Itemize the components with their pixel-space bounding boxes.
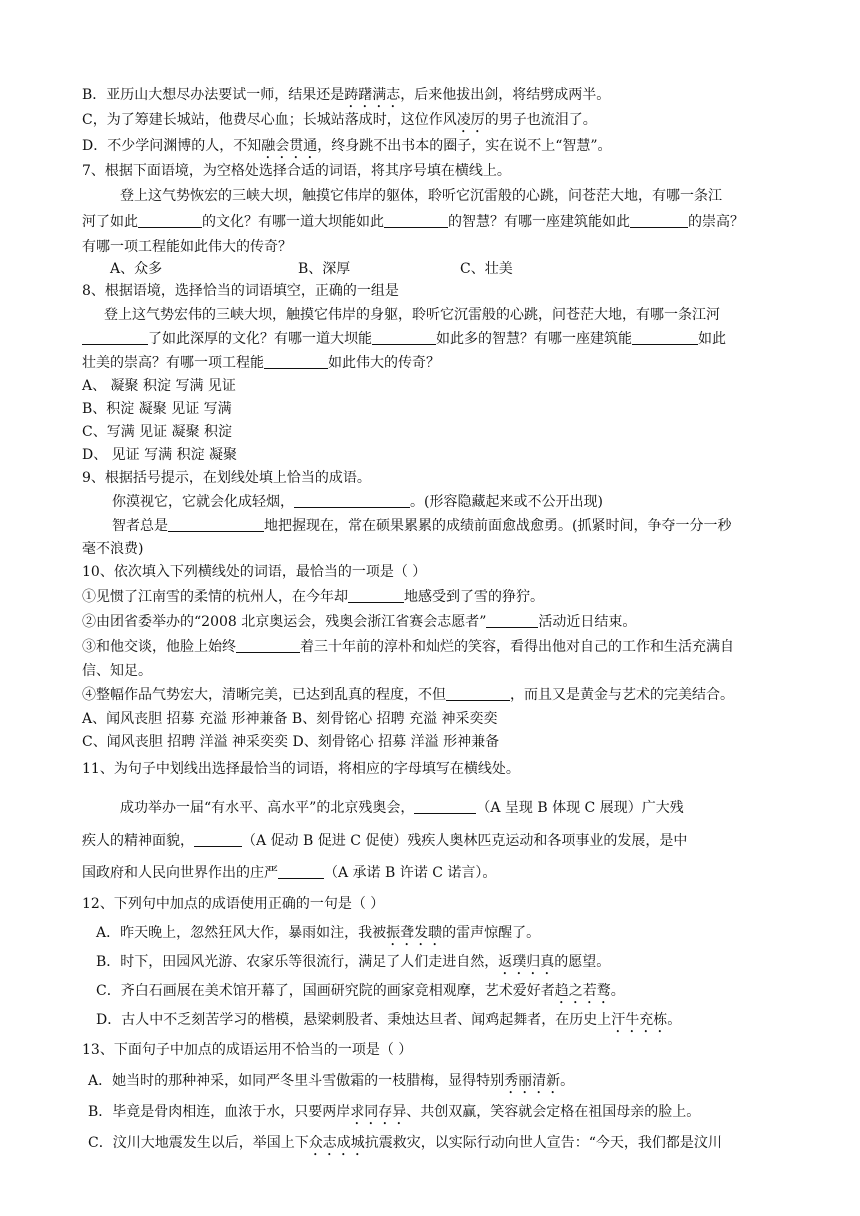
q7-choice-a: A、众多 [110, 261, 163, 277]
dotted-idiom: 返璞归真 [498, 954, 555, 970]
q8-option-a: A、 凝聚 积淀 写满 见证 [82, 378, 236, 394]
q12-title: 12、下列句中加点的成语使用正确的一句是（ ） [82, 896, 385, 912]
dotted-idiom: 求同存异 [350, 1104, 407, 1120]
q10-options-ab: A、闻风丧胆 招募 充溢 形神兼备 B、刻骨铭心 招聘 充溢 神采奕奕 [82, 711, 498, 727]
q7-choice-c: C、壮美 [460, 261, 513, 277]
q7-choice-b: B、深厚 [298, 261, 351, 277]
answer-blank[interactable] [486, 613, 538, 628]
dotted-idiom: 振聋发聩 [386, 925, 443, 941]
q13-option-b: B．毕竟是骨肉相连，血浓于水，只要两岸求同存异、共创双赢，笑容就会定格在祖国母亲的脸上。 [88, 1104, 701, 1120]
q7-title: 7、根据下面语境，为空格处选择合适的词语，将其序号填在横线上。 [82, 163, 511, 179]
q10-item2: ②由团省委举办的“2008 北京奥运会，残奥会浙江省赛会志愿者” 活动近日结束。 [82, 614, 637, 630]
q10-item4: ④整幅作品气势宏大，清晰完美，已达到乱真的程度，不但 ，而且又是黄金与艺术的完美结合。 [82, 687, 734, 703]
q8-passage-line2: 了如此深厚的文化？有哪一道大坝能 如此多的智慧？有哪一座建筑能 如此 [82, 330, 726, 348]
q13-option-c: C．汶川大地震发生以后，举国上下众志成城抗震救灾，以实际行动向世人宣告：“今天，我们都是汶川 [88, 1135, 722, 1151]
q13-option-a: A．她当时的那种神采，如同严冬里斗雪傲霜的一枝腊梅，显得特别秀丽清新。 [88, 1073, 575, 1089]
q13-title: 13、下面句子中加点的成语运用不恰当的一项是（ ） [82, 1042, 413, 1058]
q11-passage-line1: 成功举办一届“有水平、高水平”的北京残奥会， （A 呈现 B 体现 C 展现）广大残 [120, 800, 684, 816]
dotted-idiom: 踌躇满志 [344, 87, 401, 103]
answer-blank[interactable] [168, 517, 264, 532]
answer-blank[interactable] [348, 588, 404, 603]
q9-sentence1: 你漠视它，它就会化成轻烟， 。(形容隐藏起来或不公开出现) [112, 494, 603, 510]
dotted-idiom: 众志成城 [308, 1135, 365, 1151]
q10-options-cd: C、闻风丧胆 招聘 洋溢 神采奕奕 D、刻骨铭心 招募 洋溢 形神兼备 [82, 734, 500, 750]
dotted-idiom: 汗牛充栋 [611, 1012, 668, 1028]
q6-option-b: B．亚历山大想尽办法要试一师，结果还是踌躇满志，后来他拔出剑，将结劈成两半。 [82, 87, 611, 103]
dotted-idiom: 凌厉 [456, 112, 485, 128]
q8-passage-line3: 壮美的崇高？有哪一项工程能 如此伟大的传奇？ [82, 355, 440, 371]
q9-sentence2-cont: 毫不浪费) [82, 541, 144, 557]
q8-option-d: D、 见证 写满 积淀 凝聚 [82, 447, 238, 463]
answer-blank[interactable] [372, 330, 436, 345]
answer-blank[interactable] [264, 354, 328, 369]
dotted-idiom: 秀丽清新 [504, 1073, 561, 1089]
q7-passage-line2: 河了如此 的文化？有哪一道大坝能如此 的智慧？有哪一座建筑能如此 的崇高？ [82, 214, 744, 230]
answer-blank[interactable] [138, 213, 202, 228]
q6-option-c: C，为了筹建长城站，他费尽心血；长城站落成时，这位作风凌厉的男子也流泪了。 [82, 112, 597, 128]
answer-blank[interactable] [630, 213, 688, 228]
q12-option-c: C．齐白石画展在美术馆开幕了，国画研究院的画家竞相观摩，艺术爱好者趋之若鹜。 [96, 983, 625, 999]
q9-title: 9、根据括号提示，在划线处填上恰当的成语。 [82, 470, 371, 486]
answer-blank[interactable] [384, 213, 448, 228]
q6-option-d: D．不少学问渊博的人，不知融会贯通，终身跳不出书本的圈子，实在说不上“智慧”。 [82, 138, 612, 154]
answer-blank[interactable] [294, 493, 410, 508]
q10-title: 10、依次填入下列横线处的词语，最恰当的一项是（ ） [82, 564, 427, 580]
answer-blank[interactable] [414, 799, 476, 814]
q12-option-d: D．古人中不乏刻苦学习的楷模，悬梁刺股者、秉烛达旦者、闻鸡起舞者，在历史上汗牛充栋。 [96, 1012, 682, 1028]
q10-item3: ③和他交谈，他脸上始终 着三十年前的淳朴和灿烂的笑容，看得出他对自己的工作和生活充满自 [82, 639, 734, 655]
q10-item1: ①见惯了江南雪的柔情的杭州人，在今年却 地感受到了雪的狰狞。 [82, 589, 544, 605]
answer-blank[interactable] [446, 686, 510, 701]
q7-passage-line3: 有哪一项工程能如此伟大的传奇？ [82, 239, 292, 255]
q8-option-b: B、积淀 凝聚 见证 写满 [82, 401, 232, 417]
answer-blank[interactable] [194, 832, 242, 847]
answer-blank[interactable] [278, 864, 324, 879]
q9-sentence2: 智者总是 地把握现在，常在硕果累累的成绩前面愈战愈勇。(抓紧时间，争夺一分一秒 [112, 518, 732, 534]
q12-option-a: A．昨天晚上，忽然狂风大作，暴雨如注，我被振聋发聩的雷声惊醒了。 [96, 925, 541, 941]
q11-passage-line2: 疾人的精神面貌， （A 促动 B 促进 C 促使）残疾人奥林匹克运动和各项事业的发展，是中 [82, 833, 688, 849]
q11-passage-line3: 国政府和人民向世界作出的庄严 （A 承诺 B 许诺 C 诺言）。 [82, 865, 497, 881]
answer-blank[interactable] [236, 638, 300, 653]
q8-passage-line1: 登上这气势宏伟的三峡大坝，触摸它伟岸的身躯，聆听它沉雷般的心跳，问苍茫大地，有哪一条江河 [104, 307, 720, 323]
q8-option-c: C、写满 见证 凝聚 积淀 [82, 424, 233, 440]
answer-blank[interactable] [82, 330, 148, 345]
dotted-idiom: 融会贯通 [261, 138, 318, 154]
dotted-idiom: 趋之若鹜 [554, 983, 611, 999]
q10-item3-cont: 信、知足。 [82, 663, 152, 679]
q11-title: 11、为句子中划线出选择最恰当的词语，将相应的字母填写在横线处。 [82, 761, 520, 777]
answer-blank[interactable] [632, 330, 698, 345]
q7-passage-line1: 登上这气势恢宏的三峡大坝，触摸它伟岸的躯体，聆听它沉雷般的心跳，问苍茫大地，有哪一条江 [120, 188, 722, 204]
q12-option-b: B．时下，田园风光游、农家乐等很流行，满足了人们走进自然，返璞归真的愿望。 [96, 954, 611, 970]
q8-title: 8、根据语境，选择恰当的词语填空，正确的一组是 [82, 283, 399, 299]
